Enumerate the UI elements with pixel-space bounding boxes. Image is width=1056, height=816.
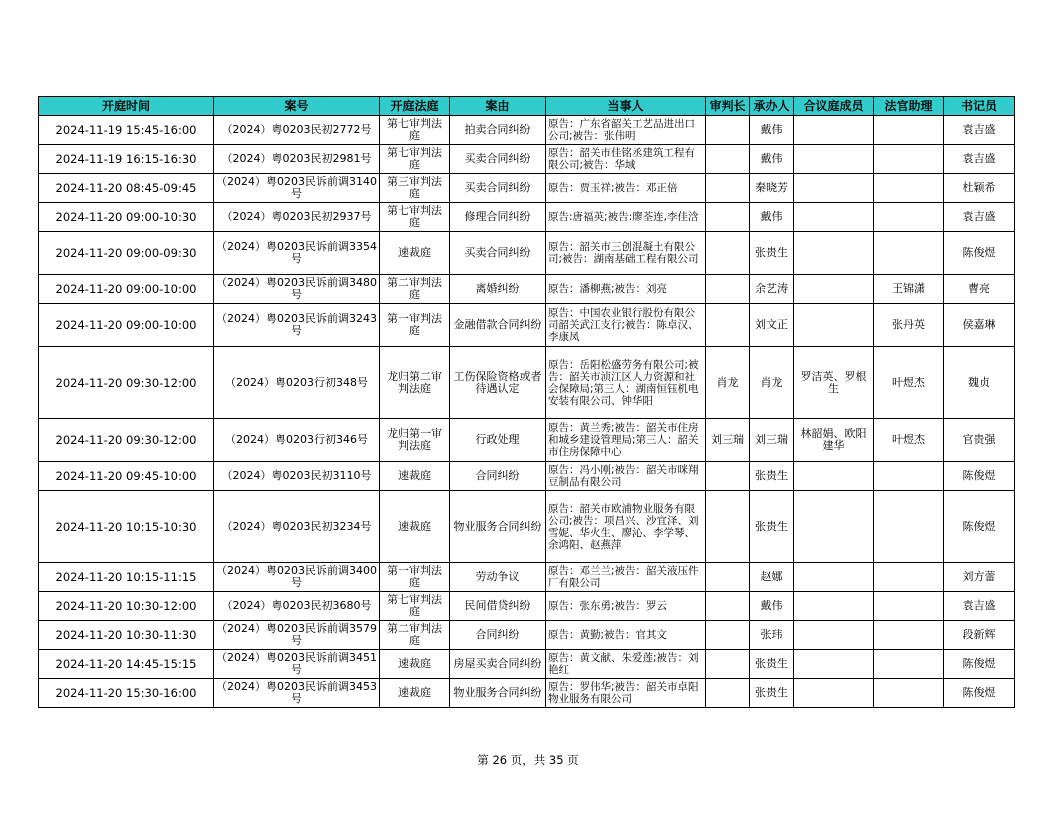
cell-hearing-time: 2024-11-20 09:00-10:00 [39, 275, 214, 304]
cell-case-number: （2024）粤0203行初346号 [214, 419, 380, 462]
cell-panel-members [794, 203, 874, 232]
table-row [39, 116, 1015, 145]
cell-presiding-judge [706, 145, 750, 174]
cell-case-number: （2024）粤0203民初2937号 [214, 203, 380, 232]
cell-presiding-judge [706, 275, 750, 304]
cell-cause: 劳动争议 [450, 563, 546, 592]
cell-hearing-time: 2024-11-20 10:15-11:15 [39, 563, 214, 592]
cell-clerk: 刘方蕾 [944, 563, 1015, 592]
cell-cause: 工伤保险资格或者待遇认定 [450, 347, 546, 419]
cell-panel-members [794, 275, 874, 304]
cell-hearing-time: 2024-11-20 09:45-10:00 [39, 462, 214, 491]
header-courtroom: 开庭法庭 [380, 97, 450, 116]
cell-hearing-time: 2024-11-20 10:15-10:30 [39, 491, 214, 563]
cell-hearing-time: 2024-11-19 16:15-16:30 [39, 145, 214, 174]
cell-cause: 金融借款合同纠纷 [450, 304, 546, 347]
cell-clerk: 陈俊煜 [944, 491, 1015, 563]
cell-panel-members [794, 232, 874, 275]
header-case-handler: 承办人 [750, 97, 794, 116]
cell-clerk: 袁吉盛 [944, 592, 1015, 621]
cell-presiding-judge [706, 232, 750, 275]
cell-cause: 民间借贷纠纷 [450, 592, 546, 621]
cell-case-handler: 张贵生 [750, 462, 794, 491]
cell-judge-assistant [874, 563, 944, 592]
cell-courtroom: 第七审判法庭 [380, 145, 450, 174]
cell-panel-members [794, 116, 874, 145]
cell-parties: 原告：黄兰秀;被告：韶关市住房和城乡建设管理局;第三人：韶关市住房保障中心 [546, 419, 706, 462]
cell-case-number: （2024）粤0203民诉前调3354号 [214, 232, 380, 275]
cell-clerk: 陈俊煜 [944, 679, 1015, 708]
cell-parties: 原告：潘柳燕;被告：刘亮 [546, 275, 706, 304]
cell-presiding-judge: 刘三瑞 [706, 419, 750, 462]
table-row [39, 347, 1015, 419]
cell-cause: 修理合同纠纷 [450, 203, 546, 232]
cell-hearing-time: 2024-11-20 08:45-09:45 [39, 174, 214, 203]
cell-parties: 原告：张东勇;被告：罗云 [546, 592, 706, 621]
cell-case-number: （2024）粤0203民诉前调3579号 [214, 621, 380, 650]
cell-hearing-time: 2024-11-20 09:30-12:00 [39, 347, 214, 419]
cell-case-number: （2024）粤0203民初3680号 [214, 592, 380, 621]
table-row [39, 650, 1015, 679]
cell-cause: 合同纠纷 [450, 462, 546, 491]
cell-cause: 行政处理 [450, 419, 546, 462]
cell-judge-assistant [874, 592, 944, 621]
cell-parties: 原告：中国农业银行股份有限公司韶关武江支行;被告：陈卓汉、李康凤 [546, 304, 706, 347]
cell-case-number: （2024）粤0203民诉前调3451号 [214, 650, 380, 679]
header-clerk: 书记员 [944, 97, 1015, 116]
cell-judge-assistant [874, 145, 944, 174]
cell-judge-assistant: 张丹英 [874, 304, 944, 347]
cell-hearing-time: 2024-11-20 14:45-15:15 [39, 650, 214, 679]
cell-panel-members [794, 563, 874, 592]
header-parties: 当事人 [546, 97, 706, 116]
cell-cause: 合同纠纷 [450, 621, 546, 650]
cell-courtroom: 第一审判法庭 [380, 304, 450, 347]
cell-case-number: （2024）粤0203民诉前调3140号 [214, 174, 380, 203]
cell-cause: 房屋买卖合同纠纷 [450, 650, 546, 679]
cell-case-number: （2024）粤0203行初348号 [214, 347, 380, 419]
cell-panel-members [794, 621, 874, 650]
cell-presiding-judge [706, 592, 750, 621]
table-row [39, 563, 1015, 592]
cell-presiding-judge [706, 174, 750, 203]
cell-judge-assistant: 叶煜杰 [874, 347, 944, 419]
cell-cause: 物业服务合同纠纷 [450, 679, 546, 708]
cell-clerk: 段新辉 [944, 621, 1015, 650]
cell-clerk: 侯嘉琳 [944, 304, 1015, 347]
table-row [39, 232, 1015, 275]
cell-clerk: 陈俊煜 [944, 650, 1015, 679]
table-header-row [39, 97, 1015, 116]
cell-case-handler: 戴伟 [750, 592, 794, 621]
cell-clerk: 魏贞 [944, 347, 1015, 419]
cell-courtroom: 速裁庭 [380, 650, 450, 679]
cell-panel-members [794, 592, 874, 621]
cell-panel-members [794, 462, 874, 491]
table-row [39, 679, 1015, 708]
cell-hearing-time: 2024-11-20 09:00-09:30 [39, 232, 214, 275]
header-presiding-judge: 审判长 [706, 97, 750, 116]
cell-courtroom: 龙归第一审判法庭 [380, 419, 450, 462]
cell-case-number: （2024）粤0203民诉前调3243号 [214, 304, 380, 347]
cell-presiding-judge: 肖龙 [706, 347, 750, 419]
cell-case-handler: 张玮 [750, 621, 794, 650]
table-row [39, 621, 1015, 650]
header-panel-members: 合议庭成员 [794, 97, 874, 116]
cell-parties: 原告：岳阳松盛劳务有限公司;被告：韶关市浈江区人力资源和社会保障局;第三人：湖南恒钰机电安装有限公司、钟华阳 [546, 347, 706, 419]
cell-parties: 原告：邓兰兰;被告：韶关液压件厂有限公司 [546, 563, 706, 592]
cell-panel-members [794, 491, 874, 563]
page-number: 第 26 页，共 35 页 [477, 753, 579, 767]
cell-case-handler: 余艺涛 [750, 275, 794, 304]
cell-case-number: （2024）粤0203民初3110号 [214, 462, 380, 491]
table-row [39, 275, 1015, 304]
cell-hearing-time: 2024-11-20 09:00-10:00 [39, 304, 214, 347]
table-row [39, 491, 1015, 563]
table-row [39, 592, 1015, 621]
cell-case-handler: 赵娜 [750, 563, 794, 592]
cell-case-handler: 戴伟 [750, 116, 794, 145]
cell-judge-assistant [874, 621, 944, 650]
cell-courtroom: 第一审判法庭 [380, 563, 450, 592]
cell-case-number: （2024）粤0203民初2772号 [214, 116, 380, 145]
cell-panel-members [794, 145, 874, 174]
cell-case-handler: 肖龙 [750, 347, 794, 419]
cell-case-handler: 张贵生 [750, 491, 794, 563]
cell-panel-members [794, 679, 874, 708]
cell-presiding-judge [706, 679, 750, 708]
cell-clerk: 陈俊煜 [944, 232, 1015, 275]
cell-case-handler: 张贵生 [750, 650, 794, 679]
cell-judge-assistant: 王锦潇 [874, 275, 944, 304]
cell-cause: 拍卖合同纠纷 [450, 116, 546, 145]
cell-case-handler: 张贵生 [750, 232, 794, 275]
cell-presiding-judge [706, 116, 750, 145]
cell-parties: 原告:唐福英;被告:廖荃连,李佳浛 [546, 203, 706, 232]
cell-cause: 物业服务合同纠纷 [450, 491, 546, 563]
cell-parties: 原告：冯小刚;被告：韶关市咪翔豆制品有限公司 [546, 462, 706, 491]
cell-hearing-time: 2024-11-19 15:45-16:00 [39, 116, 214, 145]
header-hearing-time: 开庭时间 [39, 97, 214, 116]
cell-judge-assistant [874, 116, 944, 145]
cell-clerk: 袁吉盛 [944, 116, 1015, 145]
header-cause: 案由 [450, 97, 546, 116]
cell-case-handler: 刘三瑞 [750, 419, 794, 462]
cell-cause: 买卖合同纠纷 [450, 174, 546, 203]
table-row [39, 304, 1015, 347]
cell-parties: 原告：韶关市佳铭丞建筑工程有限公司;被告：华域 [546, 145, 706, 174]
cell-judge-assistant [874, 491, 944, 563]
cell-case-handler: 戴伟 [750, 203, 794, 232]
cell-parties: 原告：罗伟华;被告：韶关市卓阳物业服务有限公司 [546, 679, 706, 708]
cell-judge-assistant [874, 679, 944, 708]
cell-courtroom: 第二审判法庭 [380, 275, 450, 304]
table-row [39, 462, 1015, 491]
cell-presiding-judge [706, 203, 750, 232]
cell-judge-assistant [874, 650, 944, 679]
cell-cause: 买卖合同纠纷 [450, 145, 546, 174]
cell-hearing-time: 2024-11-20 10:30-11:30 [39, 621, 214, 650]
cell-courtroom: 第七审判法庭 [380, 203, 450, 232]
cell-panel-members [794, 304, 874, 347]
cell-courtroom: 第七审判法庭 [380, 592, 450, 621]
cell-case-handler: 戴伟 [750, 145, 794, 174]
cell-presiding-judge [706, 621, 750, 650]
cell-clerk: 官贵强 [944, 419, 1015, 462]
table-body [39, 116, 1015, 708]
cell-case-number: （2024）粤0203民初2981号 [214, 145, 380, 174]
cell-courtroom: 第三审判法庭 [380, 174, 450, 203]
table-row [39, 203, 1015, 232]
cell-clerk: 杜颖希 [944, 174, 1015, 203]
cell-hearing-time: 2024-11-20 09:00-10:30 [39, 203, 214, 232]
cell-courtroom: 第二审判法庭 [380, 621, 450, 650]
cell-parties: 原告：韶关市欧浦物业服务有限公司;被告：项昌兴、沙宜泽、刘雪妮、华火生、廖沁、李学琴、余鸿阳、赵燕萍 [546, 491, 706, 563]
cell-clerk: 袁吉盛 [944, 203, 1015, 232]
cell-judge-assistant [874, 203, 944, 232]
cell-presiding-judge [706, 491, 750, 563]
header-case-number: 案号 [214, 97, 380, 116]
cell-parties: 原告：韶关市三创混凝土有限公司;被告：湖南基础工程有限公司 [546, 232, 706, 275]
cell-presiding-judge [706, 462, 750, 491]
cell-panel-members [794, 650, 874, 679]
cell-parties: 原告：黄文献、朱爱莲;被告：刘艳红 [546, 650, 706, 679]
cell-parties: 原告：广东省韶关工艺品进出口公司;被告：张伟明 [546, 116, 706, 145]
cell-panel-members: 林韶娟、欧阳建华 [794, 419, 874, 462]
cell-case-number: （2024）粤0203民诉前调3453号 [214, 679, 380, 708]
table-row [39, 145, 1015, 174]
cell-clerk: 袁吉盛 [944, 145, 1015, 174]
cell-judge-assistant [874, 232, 944, 275]
cell-parties: 原告：黄勤;被告：官其文 [546, 621, 706, 650]
table-row [39, 174, 1015, 203]
cell-presiding-judge [706, 304, 750, 347]
cell-courtroom: 第七审判法庭 [380, 116, 450, 145]
cell-judge-assistant: 叶煜杰 [874, 419, 944, 462]
cell-judge-assistant [874, 174, 944, 203]
cell-clerk: 陈俊煜 [944, 462, 1015, 491]
cell-case-number: （2024）粤0203民诉前调3400号 [214, 563, 380, 592]
schedule-table [38, 96, 1015, 708]
cell-case-handler: 秦晓芳 [750, 174, 794, 203]
table-row [39, 419, 1015, 462]
cell-courtroom: 龙归第二审判法庭 [380, 347, 450, 419]
cell-cause: 离婚纠纷 [450, 275, 546, 304]
cell-courtroom: 速裁庭 [380, 462, 450, 491]
cell-presiding-judge [706, 650, 750, 679]
cell-courtroom: 速裁庭 [380, 232, 450, 275]
cell-panel-members [794, 174, 874, 203]
cell-presiding-judge [706, 563, 750, 592]
cell-hearing-time: 2024-11-20 15:30-16:00 [39, 679, 214, 708]
cell-courtroom: 速裁庭 [380, 491, 450, 563]
cell-case-handler: 刘文正 [750, 304, 794, 347]
cell-parties: 原告：贾玉祥;被告：邓正倍 [546, 174, 706, 203]
cell-case-number: （2024）粤0203民初3234号 [214, 491, 380, 563]
cell-cause: 买卖合同纠纷 [450, 232, 546, 275]
cell-clerk: 曹亮 [944, 275, 1015, 304]
cell-hearing-time: 2024-11-20 09:30-12:00 [39, 419, 214, 462]
cell-case-handler: 张贵生 [750, 679, 794, 708]
cell-courtroom: 速裁庭 [380, 679, 450, 708]
cell-case-number: （2024）粤0203民诉前调3480号 [214, 275, 380, 304]
cell-judge-assistant [874, 462, 944, 491]
cell-panel-members: 罗洁英、罗根生 [794, 347, 874, 419]
cell-hearing-time: 2024-11-20 10:30-12:00 [39, 592, 214, 621]
header-judge-assistant: 法官助理 [874, 97, 944, 116]
